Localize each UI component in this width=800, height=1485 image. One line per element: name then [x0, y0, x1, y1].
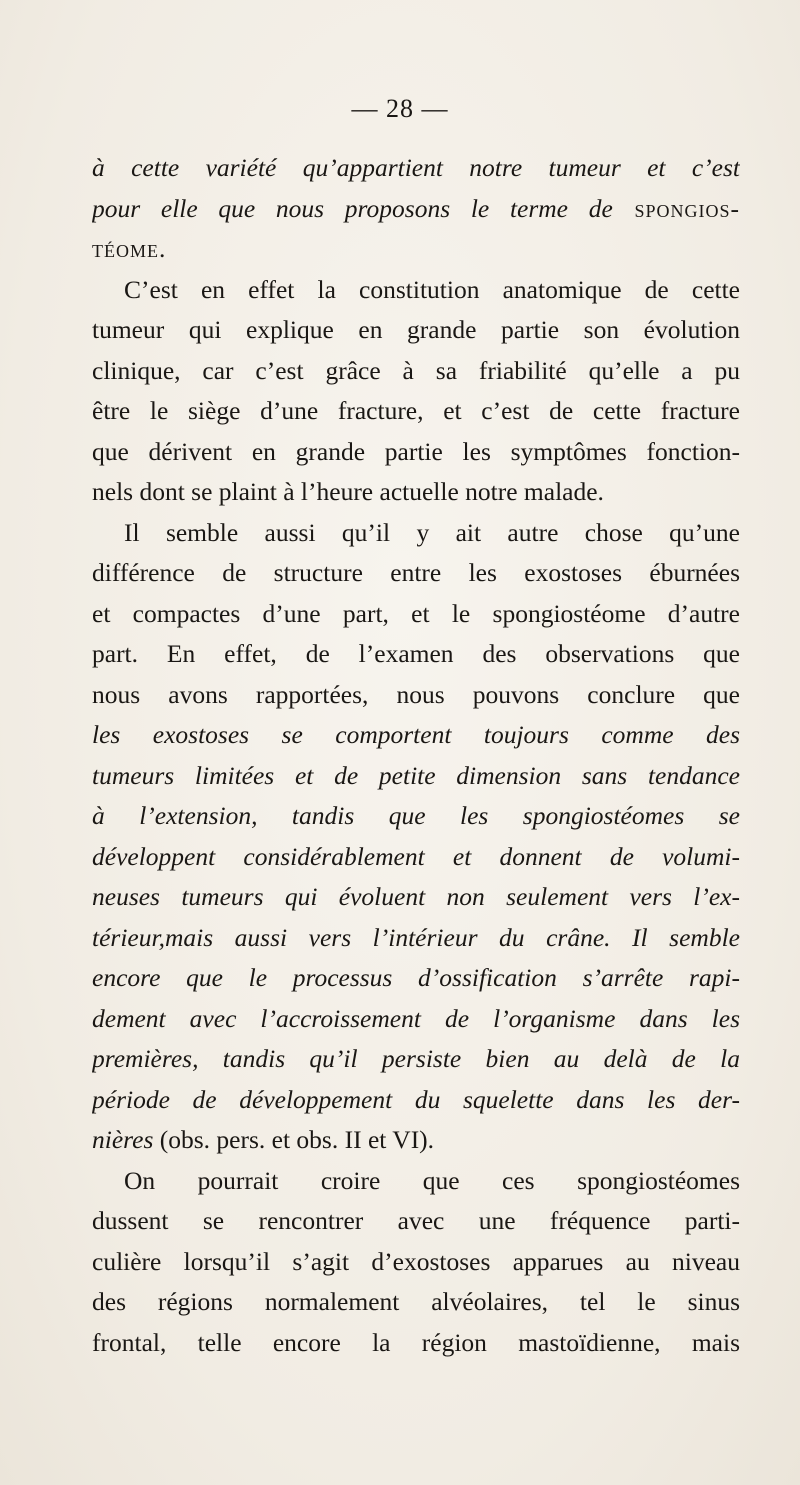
text-line [92, 918, 740, 959]
text-segment: (obs. pers. et obs. II et VI). [153, 1125, 435, 1154]
text-line [92, 391, 740, 432]
text-line [92, 513, 740, 554]
text-segment: On pourrait croire que ces spongiostéomes [124, 1165, 740, 1195]
text-segment: que dérivent en grande partie les symptômes fonction- [92, 436, 740, 466]
text-segment: frontal, telle encore la région mastoïdienne, mais [92, 1327, 740, 1357]
text-line [92, 270, 740, 311]
text-segment: nières [92, 1125, 154, 1154]
text-line [92, 351, 740, 392]
text-segment: neuses tumeurs qui évoluent non seulement vers l’ex- [92, 882, 740, 911]
text-segment: encore que le processus d’ossification s’arrête rapi- [92, 963, 740, 992]
text-segment: part. En effet, de l’examen des observations que [92, 639, 740, 668]
text-segment: C’est en effet la constitution anatomique de cette [124, 274, 740, 304]
text-segment: clinique, car c’est grâce à sa friabilité qu’elle a pu [92, 355, 740, 385]
text-segment: des régions normalement alvéolaires, tel le sinus [92, 1287, 740, 1316]
text-segment: térieur,mais aussi vers l’intérieur du crâne. Il semble [92, 922, 740, 952]
text-segment: spongios- [612, 193, 740, 223]
text-line [92, 877, 740, 918]
body-text [92, 148, 740, 1363]
text-segment: téome. [92, 234, 167, 263]
text-line [92, 756, 740, 797]
text-line [92, 432, 740, 473]
text-segment: dussent se rencontrer avec une fréquence parti- [92, 1206, 740, 1235]
text-segment: dement avec l’accroissement de l’organisme dans les [92, 1003, 740, 1033]
text-line [92, 999, 740, 1040]
text-line [92, 148, 740, 189]
text-line [92, 1201, 740, 1242]
text-segment: période de développement du squelette dans les der- [92, 1084, 740, 1114]
text-line [92, 189, 740, 230]
text-line [92, 1080, 740, 1121]
text-line [92, 594, 740, 635]
text-segment: pour elle que nous proposons le terme de [92, 193, 613, 223]
text-line [92, 229, 740, 270]
text-line [92, 837, 740, 878]
text-segment: à l’extension, tandis que les spongiostéomes se [92, 801, 740, 830]
text-segment: les exostoses se comportent toujours comme des [92, 720, 740, 749]
text-line [92, 1120, 740, 1161]
text-segment: Il semble aussi qu’il y ait autre chose qu’une [124, 517, 740, 547]
text-segment: être le siège d’une fracture, et c’est de cette fracture [92, 396, 740, 425]
text-line [92, 1242, 740, 1283]
text-segment: tumeurs limitées et de petite dimension sans tendance [92, 760, 740, 790]
text-segment: à cette variété qu’appartient notre tumeur et c’est [92, 153, 740, 182]
text-line [92, 796, 740, 837]
text-segment: nous avons rapportées, nous pouvons conclure que [92, 679, 740, 709]
text-line [92, 1282, 740, 1323]
text-line [92, 675, 740, 716]
text-line [92, 310, 740, 351]
text-line [92, 715, 740, 756]
text-line [92, 958, 740, 999]
text-segment: différence de structure entre les exostoses éburnées [92, 558, 740, 587]
text-line [92, 553, 740, 594]
text-line [92, 472, 740, 513]
page-number: — 28 — [351, 94, 449, 123]
text-segment: nels dont se plaint à l’heure actuelle notre malade. [92, 477, 604, 506]
text-segment: premières, tandis qu’il persiste bien au delà de la [92, 1044, 740, 1073]
text-line [92, 634, 740, 675]
text-segment: développent considérablement et donnent de volumi- [92, 841, 740, 871]
text-segment: et compactes d’une part, et le spongiostéome d’autre [92, 598, 740, 628]
text-segment: culière lorsqu’il s’agit d’exostoses apparues au niveau [92, 1246, 740, 1276]
text-line [92, 1323, 740, 1364]
text-line [92, 1039, 740, 1080]
text-line [92, 1161, 740, 1202]
text-segment: tumeur qui explique en grande partie son évolution [92, 315, 740, 344]
